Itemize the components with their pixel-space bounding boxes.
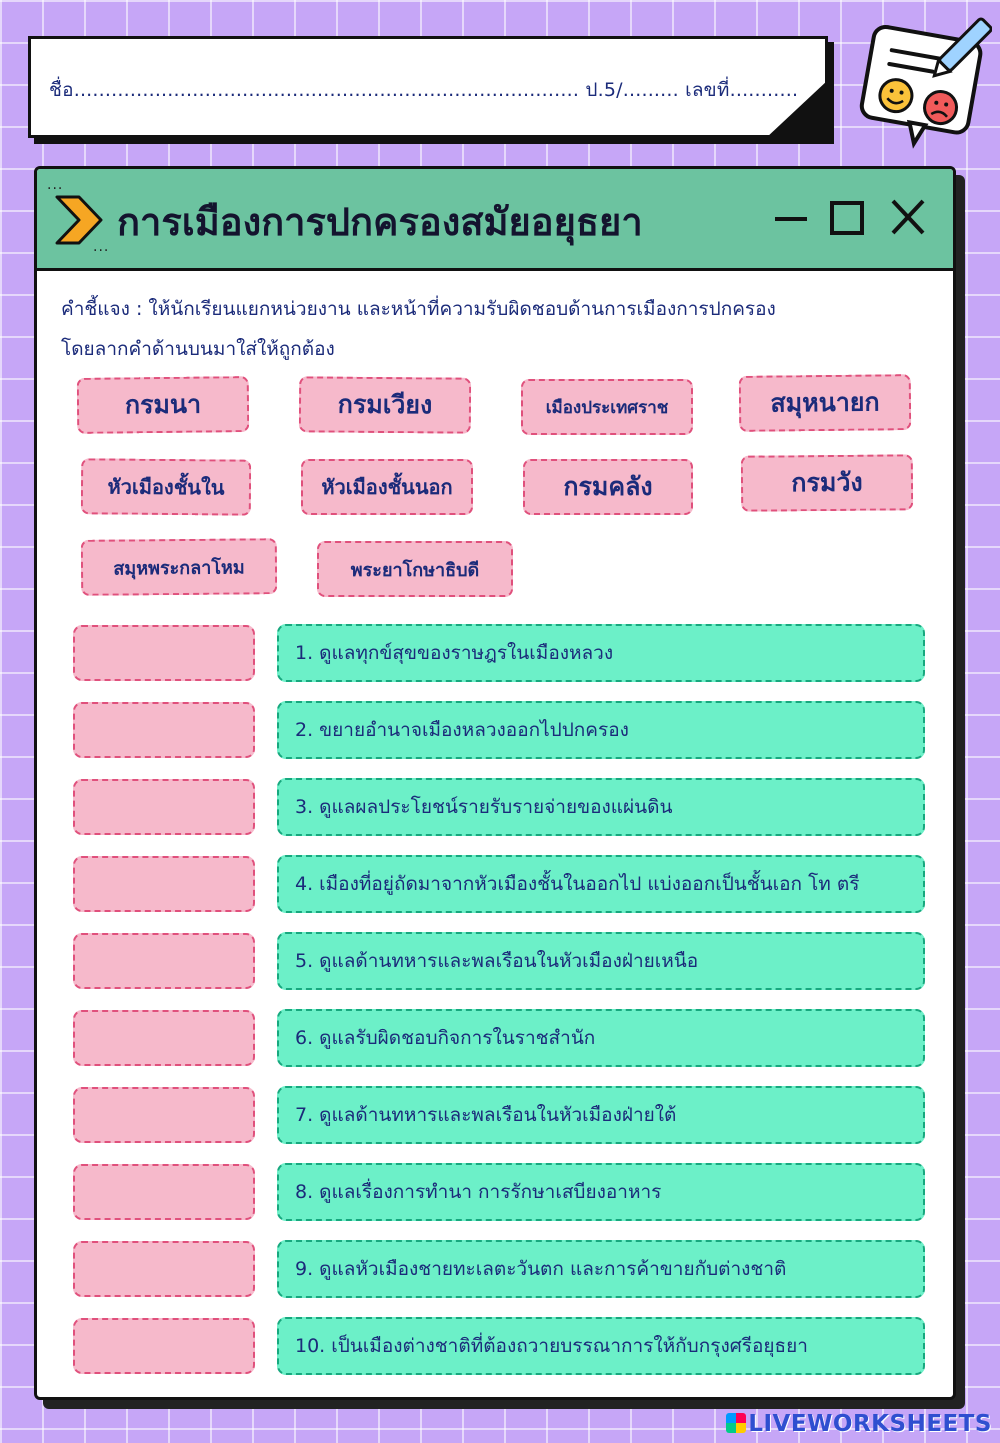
title-bar xyxy=(37,169,953,271)
item-description: 9. ดูแลหัวเมืองชายทะเลตะวันตก และการค้าขายกับต่างชาติ xyxy=(277,1240,925,1298)
instructions-line-2: โดยลากคำด้านบนมาใส่ให้ถูกต้อง xyxy=(61,338,335,360)
item-description: 6. ดูแลรับผิดชอบกิจการในราชสำนัก xyxy=(277,1009,925,1067)
word-chip[interactable]: กรมคลัง xyxy=(523,459,693,515)
word-chip[interactable]: สมุหนายก xyxy=(739,374,912,432)
page-title: การเมืองการปกครองสมัยอยุธยา xyxy=(117,200,643,244)
title-dots: ... xyxy=(47,177,64,193)
liveworksheets-logo-icon xyxy=(726,1413,746,1433)
answer-drop-slot[interactable] xyxy=(73,1087,255,1143)
minimize-icon[interactable] xyxy=(773,195,809,239)
worksheet-window xyxy=(34,166,956,1400)
word-chip[interactable]: กรมนา xyxy=(77,376,250,434)
answer-drop-slot[interactable] xyxy=(73,625,255,681)
word-chip[interactable]: หัวเมืองชั้นใน xyxy=(81,458,251,515)
answer-drop-slot[interactable] xyxy=(73,1164,255,1220)
brand-text: LIVEWORKSHEETS xyxy=(748,1411,992,1437)
item-description: 10. เป็นเมืองต่างชาติที่ต้องถวายบรรณาการให้กับกรุงศรีอยุธยา xyxy=(277,1317,925,1375)
answer-drop-slot[interactable] xyxy=(73,702,255,758)
item-description: 1. ดูแลทุกข์สุขของราษฎรในเมืองหลวง xyxy=(277,624,925,682)
word-chip[interactable]: กรมวัง xyxy=(741,454,913,511)
feedback-sticker-icon xyxy=(852,16,992,158)
item-description: 2. ขยายอำนาจเมืองหลวงออกไปปกครอง xyxy=(277,701,925,759)
title-dots: ... xyxy=(93,239,110,255)
word-chip[interactable]: หัวเมืองชั้นนอก xyxy=(301,459,473,515)
name-bar xyxy=(28,36,828,138)
answer-drop-slot[interactable] xyxy=(73,856,255,912)
liveworksheets-logo xyxy=(726,1411,992,1437)
chevron-right-icon xyxy=(53,193,105,247)
word-chip[interactable]: เมืองประเทศราช xyxy=(521,379,693,435)
answer-drop-slot[interactable] xyxy=(73,1241,255,1297)
answer-drop-slot[interactable] xyxy=(73,779,255,835)
word-chip[interactable]: กรมเวียง xyxy=(299,376,471,433)
instructions-line-1: คำชี้แจง : ให้นักเรียนแยกหน่วยงาน และหน้าที่ความรับผิดชอบด้านการเมืองการปกครอง xyxy=(61,298,776,320)
maximize-icon[interactable] xyxy=(829,195,865,239)
answer-drop-slot[interactable] xyxy=(73,933,255,989)
item-description: 4. เมืองที่อยู่ถัดมาจากหัวเมืองชั้นในออกไป แบ่งออกเป็นชั้นเอก โท ตรี xyxy=(277,855,925,913)
word-chip[interactable]: พระยาโกษาธิบดี xyxy=(317,541,513,597)
instructions xyxy=(61,289,931,369)
item-description: 8. ดูแลเรื่องการทำนา การรักษาเสบียงอาหาร xyxy=(277,1163,925,1221)
item-description: 3. ดูแลผลประโยชน์รายรับรายจ่ายของแผ่นดิน xyxy=(277,778,925,836)
answer-drop-slot[interactable] xyxy=(73,1318,255,1374)
item-description: 5. ดูแลด้านทหารและพลเรือนในหัวเมืองฝ่ายเหนือ xyxy=(277,932,925,990)
item-description: 7. ดูแลด้านทหารและพลเรือนในหัวเมืองฝ่ายใต้ xyxy=(277,1086,925,1144)
answer-drop-slot[interactable] xyxy=(73,1010,255,1066)
close-icon[interactable] xyxy=(889,195,927,239)
word-chip[interactable]: สมุหพระกลาโหม xyxy=(81,538,277,596)
name-line: ชื่อ................................................................................. ป.5/......... เลขที่........... xyxy=(49,79,799,101)
